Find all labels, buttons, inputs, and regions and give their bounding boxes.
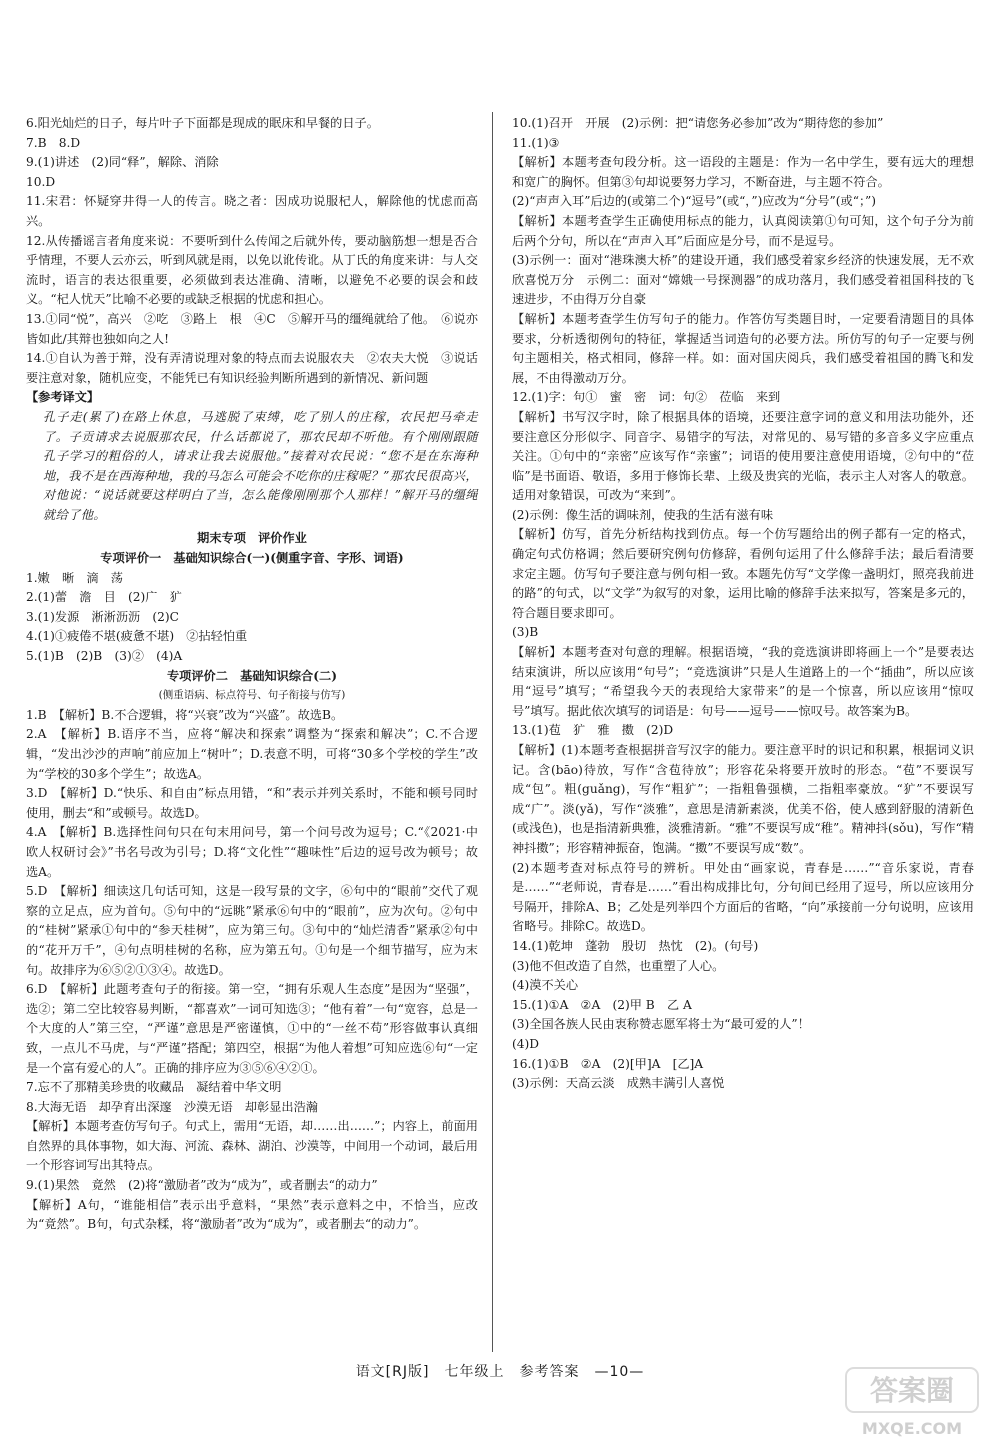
answer-item: 3.(1)发源 淅淅沥沥 (2)C <box>26 609 179 624</box>
analysis-item: 【解析】本题考查对句意的理解。根据语境，“我的竞选演讲即将画上一个”是要表达结束演讲，所以应该用“句号”；“竞选演讲”只是人生道路上的一个“插曲”，所以应该用“逗号”填写；“希望我今天的表现给大家带来”的是一个惊喜，所以应该用“惊叹号”填写。据此依次填写的词语是：句号——逗号——惊叹号。故答案为B。 <box>512 645 974 718</box>
right-column <box>512 114 974 1094</box>
answer-item: 2.A 【解析】B.语序不当，应将“解决和探索”调整为“探索和解决”；C.不合逻辑，“发出沙沙的声响”前应加上“树叶”；D.表意不明，可将“30多个学校的学生”改为“学校的30多个学生”；故选A。 <box>26 727 478 781</box>
watermark-title: 答案圈 <box>869 1374 955 1407</box>
section-heading: 期末专项 评价作业 <box>197 531 307 546</box>
answer-item: 7.忘不了那精美珍贵的收藏品 凝结着中华文明 <box>26 1080 282 1095</box>
analysis-item: 【解析】书写汉字时，除了根据具体的语境，还要注意字词的意义和用法功能外，还要注意区分形似字、同音字、易错字的写法，对常见的、易写错的多音多义字应重点关注。①句中的“亲密”应该写作“亲蜜”；词语的使用要注意使用语境，②句中的“莅临”是书面语、敬语，多用于修饰长辈、上级及贵宾的光临，表示主人对客人的敬意。适用对象错误，可改为“来到”。 <box>512 409 974 503</box>
subsection-heading: 专项评价一 基础知识综合(一)(侧重字音、字形、词语) <box>100 551 404 566</box>
answer-item: 15.(1)①A ②A (2)甲 B 乙 A <box>512 997 692 1012</box>
answer-item: (3)B <box>512 625 539 640</box>
answer-item: 9.(1)果然 竟然 (2)将“激励者”改为“成为”，或者删去“的动力” <box>26 1178 378 1193</box>
analysis-item: 【解析】仿写，首先分析结构找到仿点。每一个仿写题给出的例子都有一定的格式，确定句式仿格调；然后要研究例句仿修辞，看例句运用了什么修辞手法；最后看清要求定主题。仿写句子要注意与例句相一致。本题先仿写“文学像一盏明灯，照亮我前进的路”的句式，以“文学”为叙写的对象，运用比喻的修辞手法来拟写，答案是多元的，符合题目要求即可。 <box>512 527 974 620</box>
answer-item: 1.嫩 晰 滴 荡 <box>26 570 123 585</box>
answer-item: 13.①同“悦”，高兴 ②吃 ③路上 根 ④C ⑤解开马的缰绳就给了他。 ⑥说亦皆如此/其辩也独如向之人! <box>26 311 478 346</box>
answer-item: 14.(1)乾坤 蓬勃 殷切 热忱 (2)。(句号) <box>512 938 759 953</box>
analysis-item: 【解析】A句，“谁能相信”表示出乎意料，“果然”表示意料之中，不恰当，应改为“竟然”。B句，句式杂糅，将“激励者”改为“成为”，或者删去“的动力”。 <box>26 1197 478 1232</box>
column-divider <box>492 112 493 1352</box>
answer-item: 2.(1)蕾 澹 目 (2)广 犷 <box>26 590 182 605</box>
answer-item: 1.B 【解析】B.不合逻辑，将“兴衰”改为“兴盛”。故选B。 <box>26 707 344 722</box>
analysis-item: 【解析】本题考查句段分析。这一语段的主题是：作为一名中学生，要有远大的理想和宽广的胸怀。但第③句却说要努力学习，不断奋进，与主题不符合。 <box>512 155 974 189</box>
subsection-note: (侧重语病、标点符号、句子衔接与仿写) <box>158 689 346 702</box>
analysis-item: (2)本题考查对标点符号的辨析。甲处由“画家说，青春是……”“音乐家说，青春是……”“老师说，青春是……”看出构成排比句，分句间已经用了逗号，所以应该用分号隔开，排除A、B；乙处是列举四个方面后的省略，“向”承接前一分句说明，应该用省略号。排除C。故选D。 <box>512 860 974 934</box>
watermark-url: MXQE.COM <box>861 1419 963 1438</box>
answer-item: 3.D 【解析】D.“快乐、和自由”标点用错，“和”表示并列关系时，不能和顿号同时使用，删去“和”或顿号。故选D。 <box>26 786 478 820</box>
answer-item: (3)他不但改造了自然，也重塑了人心。 <box>512 958 725 973</box>
answer-item: 8.大海无语 却孕育出深邃 沙漠无语 却彰显出浩瀚 <box>26 1099 318 1114</box>
answer-item: 12.(1)字：句① 蜜 密 词：句② 莅临 来到 <box>512 390 781 405</box>
left-column <box>26 114 478 1235</box>
answer-item: 14.①自认为善于辩，没有弄清说理对象的特点而去说服农夫 ②农夫大悦 ③说话要注意对象，随机应变，不能凭已有知识经验判断所遇到的新情况、新问题 <box>26 351 478 385</box>
answer-item: 5.(1)B (2)B (3)② (4)A <box>26 649 183 664</box>
watermark-logo <box>842 1364 982 1444</box>
answer-item: 5.D 【解析】细读这几句话可知，这是一段写景的文字，⑥句中的“眼前”交代了观察的立足点，应为首句。⑤句中的“远眺”紧承⑥句中的“眼前”，应为次句。②句中的“桂树”紧承①句中的“参天桂树”，应为第三句。③句中的“灿烂清香”紧承②句中的“花开万千”，④句点明桂树的名称，应为第五句。①句是一个细节描写，应为末句。故排序为⑥⑤②①③④。故选D。 <box>26 884 478 977</box>
analysis-item: 【解析】本题考查学生仿写句子的能力。作答仿写类题目时，一定要看清题目的具体要求，分析透彻例句的特征，掌握适当词造句的必要方法。所仿写的句子一定要与例句主题相关，格式相同，修辞一样。如：面对国庆阅兵，我们感受着祖国的腾飞和发展，不由得激动万分。 <box>512 311 974 385</box>
answer-item: 12.从传播谣言者角度来说：不要听到什么传闻之后就外传，要动脑筋想一想是否合乎情理，不要人云亦云，听到风就是雨，以免以讹传讹。从丁氏的角度来讲：与人交流时，语言的表达很重要，必须做到表达准确、清晰，以避免不必要的误会和歧义。“杞人忧天”比喻不必要的或缺乏根据的忧虑和担心。 <box>26 233 478 307</box>
answer-item: 4.(1)①疲倦不堪(疲惫不堪) ②拈轻怕重 <box>26 629 248 644</box>
answer-item: 11.(1)③ <box>512 135 560 150</box>
answer-item: 6.阳光灿烂的日子，每片叶子下面都是现成的眠床和早餐的日子。 <box>26 116 379 130</box>
answer-item: 11.宋君：怀疑穿井得一人的传言。晓之者：因成功说服杞人，解除他的忧虑而高兴。 <box>26 194 478 228</box>
answer-item: (2)示例：像生活的调味剂，使我的生活有滋有味 <box>512 507 774 522</box>
answer-item: 6.D 【解析】此题考查句子的衔接。第一空，“拥有乐观人生态度”是因为“坚强”，选②；第二空比较容易判断，“都喜欢”一词可知选③；“他有着”一句“宽容，总是一个大度的人”第三空，“严谨”意思是严密谨慎，①中的“一丝不苟”形容做事认真细致，一点儿不马虎，与“严谨”搭配；第四空，根据“为他人着想”可知应选⑥句“一定是一个富有爱心的人”。正确的排序应为③⑤⑥④②①。 <box>26 982 478 1075</box>
subsection-heading: 专项评价二 基础知识综合(二) <box>167 668 337 683</box>
translation-heading: 【参考译文】 <box>26 390 100 405</box>
answer-item: 9.(1)讲述 (2)同“释”，解除、消除 <box>26 155 219 170</box>
answer-item: (2)“声声入耳”后边的(或第二个)“逗号”(或“，”)应改为“分号”(或“；”) <box>512 194 877 209</box>
analysis-item: 【解析】本题考查学生正确使用标点的能力，认真阅读第①句可知，这个句子分为前后两个分句，所以在“声声入耳”后面应是分号，而不是逗号。 <box>512 213 974 248</box>
answer-item: 13.(1)苞 犷 雅 擞 (2)D <box>512 723 674 738</box>
answer-item: (4)漠不关心 <box>512 978 579 993</box>
answer-item: 10.(1)召开 开展 (2)示例：把“请您务必参加”改为“期待您的参加” <box>512 116 884 130</box>
translation-text: 孔子走(累了)在路上休息，马逃脱了束缚，吃了别人的庄稼，农民把马牵走了。子贡请求去说服那农民，什么话都说了，那农民却不听他。有个刚刚跟随孔子学习的粗俗的人，请求让我去说服他。”接着对农民说：“您不是在东海种地，我不是在西海种地，我的马怎么可能会不吃你的庄稼呢？”那农民很高兴，对他说：“说话就要这样明白了当，怎么能像刚刚那个人那样！”解开马的缰绳就给了他。 <box>43 409 478 522</box>
answer-item: 7.B 8.D <box>26 135 81 150</box>
answer-item: 10.D <box>26 174 56 189</box>
analysis-item: 【解析】(1)本题考查根据拼音写汉字的能力。要注意平时的识记和积累，根据词义识记。含(bāo)待放，写作“含苞待放”；形容花朵将要开放时的形态。“苞”不要误写成“包”。粗(guǎng)，写作“粗犷”；一指粗鲁强横，二指粗率豪放。“犷”不要误写成“广”。淡(yǎ)，写作“淡雅”，意思是清新素淡，优美不俗，使人感到舒服的清新色(或浅色)，也是指清新典雅，淡雅清新。“雅”不要误写成“稚”。精神抖(sǒu)，写作“精神抖擞”；形容精神振奋，饱满。“擞”不要误写成“数”。 <box>512 743 974 855</box>
analysis-item: 【解析】本题考查仿写句子。句式上，需用“无语，却……出……”；内容上，前面用自然界的具体事物，如大海、河流、森林、湖泊、沙漠等，中间用一个动词，最后用一个形容词写出其特点。 <box>26 1119 478 1173</box>
answer-item: (3)示例一：面对“港珠澳大桥”的建设开通，我们感受着家乡经济的快速发展，无不欢欣喜悦万分 示例二：面对“嫦娥一号探测器”的成功落月，我们感受着祖国科技的飞速进步，不由得万分自豪 <box>512 253 974 307</box>
answer-item: (3)示例：天高云淡 成熟丰满引人喜悦 <box>512 1076 725 1091</box>
answer-item: 4.A 【解析】B.选择性问句只在句末用问号，第一个问号改为逗号；C.“《2021·中欧人权研讨会》”书名号改为引号；D.将“文化性”“趣味性”后边的逗号改为顿号；故选A。 <box>26 825 478 879</box>
page-footer: 语文[RJ版] 七年级上 参考答案 —10— <box>355 1364 645 1380</box>
answer-item: 16.(1)①B ②A (2)[甲]A [乙]A <box>512 1056 704 1071</box>
answer-item: (3)全国各族人民由衷称赞志愿军将士为“最可爱的人”！ <box>512 1017 810 1032</box>
answer-item: (4)D <box>512 1036 540 1051</box>
